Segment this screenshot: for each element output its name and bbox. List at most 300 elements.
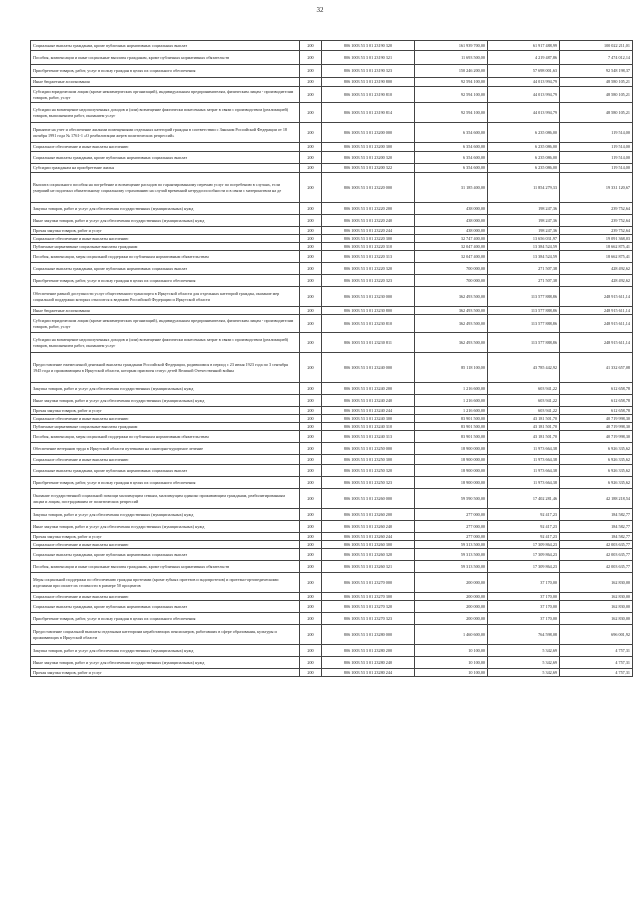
row-deviation-cell: 162 830,00 [560, 613, 633, 625]
row-fact-cell: 5 342,69 [488, 657, 560, 669]
row-fact-cell: 764 598,08 [488, 625, 560, 645]
row-deviation-cell: 6 926 335,62 [560, 477, 633, 489]
table-row [31, 275, 633, 287]
row-code-cell: 200 [300, 251, 322, 263]
row-fact-cell: 11 973 664,38 [488, 443, 560, 455]
row-fact-cell: 13 384 524,59 [488, 243, 560, 251]
row-deviation-cell: 100 022 211,01 [560, 41, 633, 51]
page-number: 32 [316, 6, 324, 14]
row-code-cell: 200 [300, 573, 322, 593]
row-kbk-cell: 806 1003 53 3 01 23190 814 [322, 103, 415, 123]
row-kbk-cell: 806 1003 53 3 01 23270 300 [322, 593, 415, 601]
row-kbk-cell: 806 1003 53 3 01 23240 240 [322, 395, 415, 407]
row-code-cell: 200 [300, 307, 322, 315]
row-deviation-cell: 40 719 998,30 [560, 423, 633, 431]
table-row [31, 669, 633, 677]
row-name-cell: Иные закупки товаров, работ и услуг для обеспечения государственных (муниципальных) нужд [31, 521, 300, 533]
row-kbk-cell: 806 1003 53 3 01 23220 000 [322, 173, 415, 203]
row-code-cell: 200 [300, 593, 322, 601]
row-kbk-cell: 806 1003 53 3 01 23200 322 [322, 164, 415, 173]
row-deviation-cell: 248 915 611,14 [560, 307, 633, 315]
row-name-cell: Социальное обеспечение и иные выплаты населению [31, 235, 300, 243]
row-fact-cell: 11 973 664,38 [488, 455, 560, 465]
table-row [31, 123, 633, 143]
row-name-cell: Субсидии гражданам на приобретение жилья [31, 164, 300, 173]
row-name-cell: Прочая закупка товаров, работ и услуг [31, 533, 300, 541]
row-fact-cell: 4 219 487,86 [488, 51, 560, 65]
table-row [31, 601, 633, 613]
row-deviation-cell: 4 757,31 [560, 645, 633, 657]
row-deviation-cell: 48 580 105,21 [560, 78, 633, 87]
table-row [31, 455, 633, 465]
row-code-cell: 200 [300, 489, 322, 509]
row-code-cell: 200 [300, 353, 322, 383]
row-code-cell: 200 [300, 87, 322, 103]
row-deviation-cell: 119 514,00 [560, 164, 633, 173]
row-fact-cell: 5 342,69 [488, 669, 560, 677]
row-deviation-cell: 248 915 611,14 [560, 287, 633, 307]
row-fact-cell: 113 577 888,86 [488, 315, 560, 333]
table-row [31, 443, 633, 455]
row-kbk-cell: 806 1003 53 3 01 23220 310 [322, 243, 415, 251]
row-name-cell: Пособия, компенсации и иные социальные выплаты гражданам, кроме публичных нормативных обязательств [31, 561, 300, 573]
row-deviation-cell: 42 003 635,77 [560, 549, 633, 561]
row-code-cell: 200 [300, 143, 322, 152]
row-deviation-cell: 239 752,64 [560, 227, 633, 235]
row-plan-cell: 92 594 100,00 [415, 78, 488, 87]
row-plan-cell: 6 354 600,00 [415, 152, 488, 164]
row-name-cell: Принятие на учет и обеспечение жилыми помещениями отдельных категорий граждан в соответствии с Законом Российской Федерации от 18 октября 1991 года № 1761-1 «О реабилитации жертв политических репрессий» [31, 123, 300, 143]
row-deviation-cell: 19 331 120,67 [560, 173, 633, 203]
row-plan-cell: 6 354 600,00 [415, 164, 488, 173]
row-deviation-cell: 42 003 635,77 [560, 561, 633, 573]
row-kbk-cell: 806 1003 53 3 01 23190 320 [322, 41, 415, 51]
row-code-cell: 200 [300, 509, 322, 521]
row-fact-cell: 271 507,38 [488, 275, 560, 287]
row-deviation-cell: 162 830,00 [560, 601, 633, 613]
row-plan-cell: 161 939 700,00 [415, 41, 488, 51]
row-code-cell: 200 [300, 315, 322, 333]
row-plan-cell: 18 900 000,00 [415, 477, 488, 489]
row-name-cell: Субсидии юридическим лицам (кроме некоммерческих организаций), индивидуальным предпринимателям, физическим лицам - производителям товаров, работ, услуг [31, 315, 300, 333]
row-deviation-cell: 18 662 875,41 [560, 243, 633, 251]
table-row [31, 407, 633, 415]
row-plan-cell: 362 493 500,00 [415, 307, 488, 315]
row-deviation-cell: 42 188 218,54 [560, 489, 633, 509]
row-name-cell: Социальные выплаты гражданам, кроме публичных нормативных социальных выплат [31, 601, 300, 613]
row-plan-cell: 1 216 600,00 [415, 407, 488, 415]
table-row [31, 423, 633, 431]
row-code-cell: 200 [300, 287, 322, 307]
row-plan-cell: 83 901 500,00 [415, 431, 488, 443]
row-deviation-cell: 6 926 335,62 [560, 455, 633, 465]
row-plan-cell: 59 313 500,00 [415, 561, 488, 573]
row-code-cell: 200 [300, 423, 322, 431]
row-deviation-cell: 48 580 105,21 [560, 87, 633, 103]
row-kbk-cell: 806 1003 53 3 01 23270 323 [322, 613, 415, 625]
row-code-cell: 200 [300, 215, 322, 227]
row-deviation-cell: 6 926 335,62 [560, 443, 633, 455]
table-row [31, 173, 633, 203]
row-deviation-cell: 48 580 105,21 [560, 103, 633, 123]
row-kbk-cell: 806 1003 53 3 01 23240 313 [322, 431, 415, 443]
row-kbk-cell: 806 1003 53 3 01 23260 321 [322, 561, 415, 573]
row-name-cell: Оказание государственной социальной помощи малоимущим семьям, малоимущим одиноко проживающим гражданам, реабилитированным лицам и лицам, пострадавшим от политических репрессий [31, 489, 300, 509]
row-fact-cell: 17 402 281,46 [488, 489, 560, 509]
budget-table [30, 40, 633, 677]
row-plan-cell: 10 100,00 [415, 645, 488, 657]
budget-table-body [31, 41, 633, 677]
row-kbk-cell: 806 1003 53 3 01 23200 320 [322, 152, 415, 164]
row-deviation-cell: 40 719 998,30 [560, 415, 633, 423]
row-plan-cell: 362 493 500,00 [415, 287, 488, 307]
row-kbk-cell: 806 1003 53 3 01 23240 310 [322, 423, 415, 431]
row-kbk-cell: 806 1003 53 3 01 23230 811 [322, 333, 415, 353]
row-kbk-cell: 806 1003 53 3 01 23190 800 [322, 78, 415, 87]
row-fact-cell: 92 417,23 [488, 521, 560, 533]
row-fact-cell: 113 577 888,86 [488, 287, 560, 307]
row-name-cell: Предоставление социальной выплаты отдельным категориям неработающих пенсионеров, работавших в сфере образования, культуры и проживающих в Иркутской области [31, 625, 300, 645]
row-fact-cell: 113 577 888,86 [488, 333, 560, 353]
row-name-cell: Закупка товаров, работ и услуг для обеспечения государственных (муниципальных) нужд [31, 509, 300, 521]
row-fact-cell: 198 247,36 [488, 215, 560, 227]
row-kbk-cell: 806 1003 53 3 01 23240 000 [322, 353, 415, 383]
table-row [31, 243, 633, 251]
row-name-cell: Прочая закупка товаров, работ и услуг [31, 669, 300, 677]
row-fact-cell: 37 170,00 [488, 613, 560, 625]
row-kbk-cell: 806 1003 53 3 01 23240 200 [322, 383, 415, 395]
row-kbk-cell: 806 1003 53 3 01 23280 240 [322, 657, 415, 669]
row-plan-cell: 92 594 100,00 [415, 103, 488, 123]
row-name-cell: Иные бюджетные ассигнования [31, 78, 300, 87]
row-deviation-cell: 184 582,77 [560, 509, 633, 521]
row-plan-cell: 32 047 400,00 [415, 243, 488, 251]
row-code-cell: 200 [300, 601, 322, 613]
row-plan-cell: 10 100,00 [415, 669, 488, 677]
table-row [31, 645, 633, 657]
table-row [31, 51, 633, 65]
row-plan-cell: 200 000,00 [415, 573, 488, 593]
row-plan-cell: 200 000,00 [415, 593, 488, 601]
row-name-cell: Социальные выплаты гражданам, кроме публичных нормативных социальных выплат [31, 152, 300, 164]
table-row [31, 549, 633, 561]
row-deviation-cell: 428 492,62 [560, 263, 633, 275]
row-plan-cell: 277 000,00 [415, 533, 488, 541]
row-name-cell: Закупка товаров, работ и услуг для обеспечения государственных (муниципальных) нужд [31, 203, 300, 215]
table-row [31, 263, 633, 275]
row-kbk-cell: 806 1003 53 3 01 23280 000 [322, 625, 415, 645]
row-name-cell: Пособия, компенсации и иные социальные выплаты гражданам, кроме публичных нормативных обязательств [31, 51, 300, 65]
row-fact-cell: 37 170,00 [488, 601, 560, 613]
row-name-cell: Иные бюджетные ассигнования [31, 307, 300, 315]
row-fact-cell: 17 309 864,23 [488, 561, 560, 573]
row-kbk-cell: 806 1003 53 3 01 23220 240 [322, 215, 415, 227]
table-row [31, 287, 633, 307]
table-row [31, 203, 633, 215]
row-kbk-cell: 806 1003 53 3 01 23220 323 [322, 275, 415, 287]
row-kbk-cell: 806 1003 53 3 01 23250 000 [322, 443, 415, 455]
table-row [31, 143, 633, 152]
row-fact-cell: 92 417,23 [488, 509, 560, 521]
row-fact-cell: 11 973 664,38 [488, 477, 560, 489]
row-fact-cell: 92 417,23 [488, 533, 560, 541]
row-code-cell: 200 [300, 561, 322, 573]
row-name-cell: Прочая закупка товаров, работ и услуг [31, 227, 300, 235]
row-deviation-cell: 248 915 611,14 [560, 333, 633, 353]
row-kbk-cell: 806 1003 53 3 01 23200 300 [322, 143, 415, 152]
table-row [31, 521, 633, 533]
row-name-cell: Субсидии юридическим лицам (кроме некоммерческих организаций), индивидуальным предпринимателям, физическим лицам - производителям товаров, работ, услуг [31, 87, 300, 103]
row-deviation-cell: 612 658,78 [560, 407, 633, 415]
table-row [31, 227, 633, 235]
row-code-cell: 200 [300, 103, 322, 123]
table-row [31, 465, 633, 477]
row-name-cell: Социальное обеспечение и иные выплаты населению [31, 541, 300, 549]
row-name-cell: Приобретение товаров, работ, услуг в пользу граждан в целях их социального обеспечения [31, 613, 300, 625]
row-deviation-cell: 184 582,77 [560, 521, 633, 533]
row-kbk-cell: 806 1003 53 3 01 23250 320 [322, 465, 415, 477]
table-row [31, 613, 633, 625]
row-deviation-cell: 248 915 611,14 [560, 315, 633, 333]
row-fact-cell: 5 342,69 [488, 645, 560, 657]
row-deviation-cell: 696 001,92 [560, 625, 633, 645]
row-kbk-cell: 806 1003 53 3 01 23280 244 [322, 669, 415, 677]
row-name-cell: Социальное обеспечение и иные выплаты населению [31, 143, 300, 152]
row-code-cell: 200 [300, 541, 322, 549]
row-deviation-cell: 239 752,64 [560, 203, 633, 215]
row-deviation-cell: 612 658,78 [560, 395, 633, 407]
row-deviation-cell: 162 830,00 [560, 573, 633, 593]
row-code-cell: 200 [300, 521, 322, 533]
row-code-cell: 200 [300, 645, 322, 657]
table-row [31, 415, 633, 423]
row-code-cell: 200 [300, 625, 322, 645]
row-kbk-cell: 806 1003 53 3 01 23270 000 [322, 573, 415, 593]
table-row [31, 477, 633, 489]
row-deviation-cell: 42 003 635,77 [560, 541, 633, 549]
row-name-cell: Публичные нормативные социальные выплаты гражданам [31, 423, 300, 431]
row-name-cell: Закупка товаров, работ и услуг для обеспечения государственных (муниципальных) нужд [31, 383, 300, 395]
row-name-cell: Иные закупки товаров, работ и услуг для обеспечения государственных (муниципальных) нужд [31, 395, 300, 407]
row-plan-cell: 200 000,00 [415, 601, 488, 613]
row-kbk-cell: 806 1003 53 3 01 23230 810 [322, 315, 415, 333]
row-name-cell: Субсидии на возмещение недополученных доходов и (или) возмещение фактически понесенных затрат в связи с производством (реализацией) товаров, выполнением работ, оказанием услуг [31, 333, 300, 353]
row-name-cell: Прочая закупка товаров, работ и услуг [31, 407, 300, 415]
row-fact-cell: 44 013 994,79 [488, 87, 560, 103]
row-fact-cell: 44 013 994,79 [488, 103, 560, 123]
row-name-cell: Социальные выплаты гражданам, кроме публичных нормативных социальных выплат [31, 263, 300, 275]
row-plan-cell: 18 900 000,00 [415, 455, 488, 465]
row-code-cell: 200 [300, 395, 322, 407]
row-plan-cell: 31 185 400,00 [415, 173, 488, 203]
table-row [31, 533, 633, 541]
row-kbk-cell: 806 1003 53 3 01 23220 244 [322, 227, 415, 235]
row-plan-cell: 10 100,00 [415, 657, 488, 669]
row-deviation-cell: 612 658,78 [560, 383, 633, 395]
row-plan-cell: 32 747 400,00 [415, 235, 488, 243]
row-fact-cell: 198 247,36 [488, 227, 560, 235]
row-plan-cell: 59 313 500,00 [415, 549, 488, 561]
table-row [31, 87, 633, 103]
table-row [31, 541, 633, 549]
row-code-cell: 200 [300, 275, 322, 287]
row-kbk-cell: 806 1003 53 3 01 23240 244 [322, 407, 415, 415]
row-plan-cell: 83 901 500,00 [415, 415, 488, 423]
row-plan-cell: 59 590 500,00 [415, 489, 488, 509]
row-code-cell: 200 [300, 51, 322, 65]
row-plan-cell: 277 000,00 [415, 521, 488, 533]
row-code-cell: 200 [300, 383, 322, 395]
row-fact-cell: 11 854 279,33 [488, 173, 560, 203]
table-row [31, 164, 633, 173]
row-fact-cell: 44 013 994,79 [488, 78, 560, 87]
row-fact-cell: 6 235 086,00 [488, 123, 560, 143]
row-fact-cell: 603 941,22 [488, 407, 560, 415]
table-row [31, 41, 633, 51]
row-plan-cell: 200 000,00 [415, 613, 488, 625]
row-plan-cell: 59 313 500,00 [415, 541, 488, 549]
row-code-cell: 200 [300, 431, 322, 443]
row-deviation-cell: 18 662 875,41 [560, 251, 633, 263]
row-fact-cell: 37 170,00 [488, 593, 560, 601]
row-fact-cell: 603 941,22 [488, 395, 560, 407]
row-code-cell: 200 [300, 455, 322, 465]
row-fact-cell: 43 181 501,70 [488, 415, 560, 423]
table-row [31, 333, 633, 353]
row-plan-cell: 150 246 200,00 [415, 65, 488, 78]
row-code-cell: 200 [300, 533, 322, 541]
row-deviation-cell: 4 757,31 [560, 669, 633, 677]
table-row [31, 431, 633, 443]
row-fact-cell: 61 917 488,99 [488, 41, 560, 51]
table-row [31, 593, 633, 601]
row-deviation-cell: 184 582,77 [560, 533, 633, 541]
row-kbk-cell: 806 1003 53 3 01 23220 300 [322, 235, 415, 243]
row-fact-cell: 113 577 888,86 [488, 307, 560, 315]
table-row [31, 315, 633, 333]
row-name-cell: Публичные нормативные социальные выплаты гражданам [31, 243, 300, 251]
table-row [31, 383, 633, 395]
row-fact-cell: 198 247,36 [488, 203, 560, 215]
row-plan-cell: 6 354 600,00 [415, 123, 488, 143]
row-code-cell: 200 [300, 613, 322, 625]
table-row [31, 353, 633, 383]
row-plan-cell: 277 000,00 [415, 509, 488, 521]
row-kbk-cell: 806 1003 53 3 01 23220 320 [322, 263, 415, 275]
table-row [31, 657, 633, 669]
row-plan-cell: 11 693 500,00 [415, 51, 488, 65]
row-name-cell: Иные закупки товаров, работ и услуг для обеспечения государственных (муниципальных) нужд [31, 657, 300, 669]
row-code-cell: 200 [300, 465, 322, 477]
row-code-cell: 200 [300, 669, 322, 677]
row-name-cell: Меры социальной поддержки по обеспечению граждан протезами (кроме зубных протезов и эндопротезов) и протезно-ортопедическими изделиями при оплате их стоимости в размере 50 процентов [31, 573, 300, 593]
row-name-cell: Социальные выплаты гражданам, кроме публичных нормативных социальных выплат [31, 41, 300, 51]
table-row [31, 251, 633, 263]
row-code-cell: 200 [300, 173, 322, 203]
row-code-cell: 200 [300, 477, 322, 489]
row-kbk-cell: 806 1003 53 3 01 23260 200 [322, 509, 415, 521]
row-plan-cell: 362 493 500,00 [415, 315, 488, 333]
row-deviation-cell: 119 514,00 [560, 143, 633, 152]
row-deviation-cell: 92 548 198,37 [560, 65, 633, 78]
row-kbk-cell: 806 1003 53 3 01 23230 000 [322, 287, 415, 307]
row-plan-cell: 83 901 500,00 [415, 423, 488, 431]
row-deviation-cell: 428 492,62 [560, 275, 633, 287]
table-row [31, 625, 633, 645]
row-code-cell: 200 [300, 41, 322, 51]
table-row [31, 395, 633, 407]
table-row [31, 103, 633, 123]
row-fact-cell: 37 170,00 [488, 573, 560, 593]
row-code-cell: 200 [300, 235, 322, 243]
row-deviation-cell: 7 474 012,14 [560, 51, 633, 65]
row-fact-cell: 17 309 864,23 [488, 541, 560, 549]
row-fact-cell: 6 235 086,00 [488, 164, 560, 173]
row-fact-cell: 271 507,38 [488, 263, 560, 275]
row-code-cell: 200 [300, 549, 322, 561]
row-deviation-cell: 119 514,00 [560, 152, 633, 164]
row-kbk-cell: 806 1003 53 3 01 23260 240 [322, 521, 415, 533]
row-kbk-cell: 806 1003 53 3 01 23270 320 [322, 601, 415, 613]
row-code-cell: 200 [300, 203, 322, 215]
table-row [31, 78, 633, 87]
row-code-cell: 200 [300, 123, 322, 143]
table-row [31, 573, 633, 593]
row-name-cell: Выплата социального пособия на погребение и возмещение расходов по гарантированному перечню услуг по погребению в случаях, если умерший не подлежал обязательному социальному страхованию на случай временной нетрудоспособности и в связи с материнством на де [31, 173, 300, 203]
row-deviation-cell: 41 332 657,08 [560, 353, 633, 383]
row-name-cell: Предоставление ежемесячной денежной выплаты гражданам Российской Федерации, родившимся в период с 23 июня 1923 года по 3 сентября 1945 года и проживающим в Иркутской области, которым присвоен статус детей Великой Отечественной войны [31, 353, 300, 383]
table-row [31, 152, 633, 164]
row-name-cell: Социальные выплаты гражданам, кроме публичных нормативных социальных выплат [31, 465, 300, 477]
row-name-cell: Обеспечение равной доступности услуг общественного транспорта в Иркутской области для отдельных категорий граждан, оказание мер социальной поддержки которых относится к ведению Российской Федерации и Иркутской области [31, 287, 300, 307]
row-code-cell: 200 [300, 65, 322, 78]
row-kbk-cell: 806 1003 53 3 01 23190 810 [322, 87, 415, 103]
row-name-cell: Обеспечение ветеранов труда в Иркутской области путевками на санаторно-курортное лечение [31, 443, 300, 455]
row-name-cell: Закупка товаров, работ и услуг для обеспечения государственных (муниципальных) нужд [31, 645, 300, 657]
row-plan-cell: 700 000,00 [415, 275, 488, 287]
row-plan-cell: 18 900 000,00 [415, 465, 488, 477]
row-kbk-cell: 806 1003 53 3 01 23260 320 [322, 549, 415, 561]
row-fact-cell: 43 785 442,92 [488, 353, 560, 383]
row-kbk-cell: 806 1003 53 3 01 23190 323 [322, 65, 415, 78]
row-kbk-cell: 806 1003 53 3 01 23260 300 [322, 541, 415, 549]
row-fact-cell: 6 235 086,00 [488, 152, 560, 164]
row-fact-cell: 6 235 086,00 [488, 143, 560, 152]
row-deviation-cell: 162 830,00 [560, 593, 633, 601]
row-name-cell: Пособия, компенсации, меры социальной поддержки по публичным нормативным обязательствам [31, 251, 300, 263]
row-kbk-cell: 806 1003 53 3 01 23250 300 [322, 455, 415, 465]
row-plan-cell: 438 000,00 [415, 227, 488, 235]
row-fact-cell: 11 973 664,38 [488, 465, 560, 477]
row-code-cell: 200 [300, 333, 322, 353]
row-plan-cell: 1 460 600,00 [415, 625, 488, 645]
row-plan-cell: 18 900 000,00 [415, 443, 488, 455]
row-kbk-cell: 806 1003 53 3 01 23260 244 [322, 533, 415, 541]
row-deviation-cell: 4 757,31 [560, 657, 633, 669]
row-code-cell: 200 [300, 407, 322, 415]
row-name-cell: Приобретение товаров, работ, услуг в пользу граждан в целях их социального обеспечения [31, 65, 300, 78]
row-deviation-cell: 19 091 368,03 [560, 235, 633, 243]
row-fact-cell: 603 941,22 [488, 383, 560, 395]
row-name-cell: Социальные выплаты гражданам, кроме публичных нормативных социальных выплат [31, 549, 300, 561]
row-deviation-cell: 119 514,00 [560, 123, 633, 143]
row-plan-cell: 92 594 100,00 [415, 87, 488, 103]
table-row [31, 307, 633, 315]
row-kbk-cell: 806 1003 53 3 01 23230 800 [322, 307, 415, 315]
row-plan-cell: 1 216 600,00 [415, 395, 488, 407]
row-name-cell: Пособия, компенсации, меры социальной поддержки по публичным нормативным обязательствам [31, 431, 300, 443]
row-kbk-cell: 806 1003 53 3 01 23280 200 [322, 645, 415, 657]
